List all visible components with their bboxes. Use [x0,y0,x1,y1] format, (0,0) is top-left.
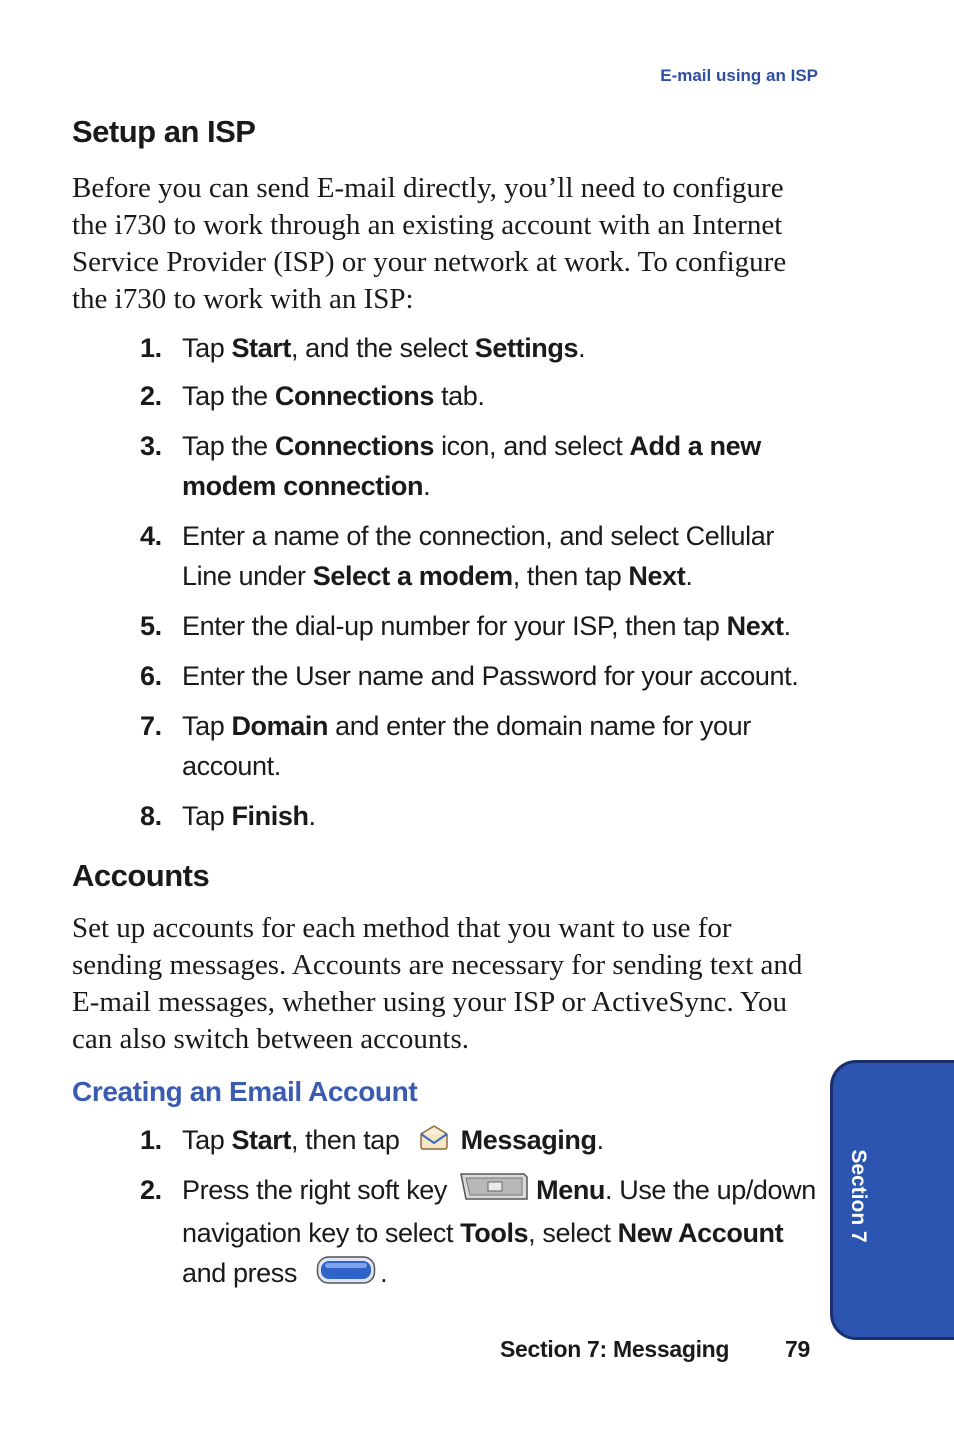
step-number: 2. [140,1174,162,1205]
page-content [72,112,822,1296]
step-text: Enter a name of the connection, and select Cellular Line under Select a modem, then tap Next. [182,521,774,591]
create-account-steps [72,1120,822,1296]
step-4 [140,516,822,596]
step-number: 2. [140,381,162,411]
step-text: Tap Finish. [182,801,316,831]
step-number: 7. [140,711,162,741]
setup-isp-paragraph: Before you can send E-mail directly, you’ll need to configure the i730 to work through an existing account with an Internet Service Provider (ISP) or your network at work. To configure the i730 to work with an ISP: [72,172,787,315]
step-1 [140,1120,822,1162]
step-text: Tap Start, and the select Settings. [182,333,586,363]
step-2 [140,376,822,416]
accounts-heading: Accounts [72,858,210,893]
step-text: Enter the dial-up number for your ISP, then tap Next. [182,611,791,641]
setup-isp-heading: Setup an ISP [72,114,256,149]
accounts-paragraph: Set up accounts for each method that you want to use for sending messages. Accounts are necessary for sending text and E-mail messages, whether using your ISP or ActiveSync. You can also switch between accounts. [72,912,803,1055]
step-number: 6. [140,661,162,691]
step-number: 5. [140,611,162,641]
step-text: Press the right soft key Menu. Use the up/down navigation key to select Tools, select New Account and press . [182,1170,822,1296]
footer-section-label: Section 7: Messaging [500,1336,730,1362]
step-3 [140,426,822,506]
messaging-envelope-icon [419,1122,449,1162]
setup-isp-steps [72,328,822,836]
step-text: Tap the Connections tab. [182,381,485,411]
step-number: 1. [140,1125,162,1155]
step-number: 4. [140,521,162,551]
step-text: Tap the Connections icon, and select Add a new modem connection. [182,431,761,501]
step-number: 8. [140,801,162,831]
step-5 [140,606,822,646]
page-number: 79 [785,1336,810,1362]
step-number: 1. [140,333,162,363]
step-6 [140,656,822,696]
step-text: Tap Start, then tap Messaging. [182,1120,822,1162]
creating-email-account-subheading: Creating an Email Account [72,1076,418,1107]
right-soft-key-icon [458,1170,530,1213]
ok-key-icon [316,1255,376,1296]
running-header: E-mail using an ISP [660,66,818,85]
step-text: Tap Domain and enter the domain name for your account. [182,711,751,781]
step-text: Enter the User name and Password for your account. [182,661,799,691]
step-1 [140,328,822,368]
step-8 [140,796,822,836]
step-number: 3. [140,431,162,461]
step-2 [140,1170,822,1296]
page-footer [500,1336,810,1363]
step-7 [140,706,822,786]
